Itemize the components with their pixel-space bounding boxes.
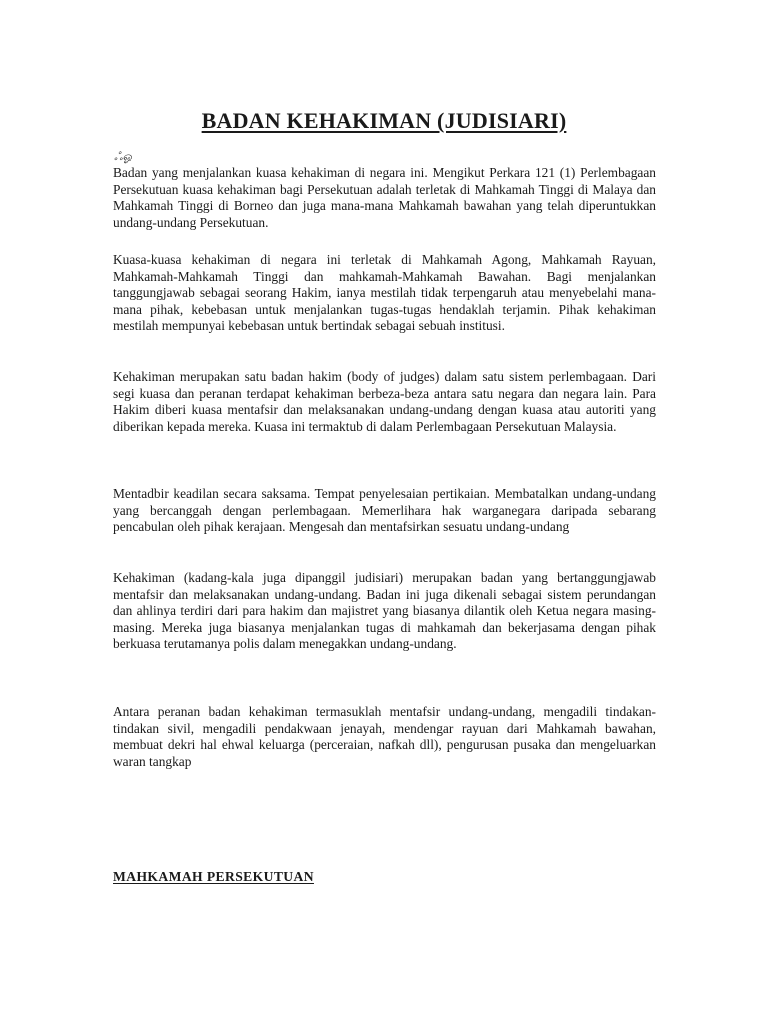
page-title: BADAN KEHAKIMAN (JUDISIARI) [201, 108, 567, 133]
section-heading: MAHKAMAH PERSEKUTUAN [113, 869, 314, 884]
paragraph-5: Kehakiman (kadang-kala juga dipanggil judisiari) merupakan badan yang bertanggungjawab mentafsir dan melaksanakan undang-undang. Badan ini juga dikenali sebagai sistem perundangan dan ahlinya terdiri dari para hakim dan majistret yang biasanya dilantik oleh Ketua negara masing-masing. Mereka juga biasanya menjalankan tugas di mahkamah dan bekerjasama dengan pihak berkuasa terutamanya polis dalam menegakkan undang-undang. [113, 570, 656, 652]
paragraph-4: Mentadbir keadilan secara saksama. Tempat penyelesaian pertikaian. Membatalkan undang-undang yang bercanggah dengan perlembagaan. Memerlihara hak warganegara daripada sebarang pencabulan oleh pihak kerajaan. Mengesah dan mentafsirkan sesuatu undang-undang [113, 486, 656, 535]
paragraph-3: Kehakiman merupakan satu badan hakim (body of judges) dalam satu sistem perlembagaan. Dari segi kuasa dan peranan terdapat kehakiman berbeza-beza antara satu negara dan negara lain. Para Hakim diberi kuasa mentafsir dan melaksanakan undang-undang dengan kuasa atau autoriti yang diberikan kepada mereka. Kuasa ini termaktub di dalam Perlembagaan Persekutuan Malaysia. [113, 369, 656, 434]
paragraph-2: Kuasa-kuasa kehakiman di negara ini terletak di Mahkamah Agong, Mahkamah Rayuan, Mahkamah-Mahkamah Tinggi dan mahkamah-Mahkamah Bawahan. Bagi menjalankan tanggungjawab sebagai seorang Hakim, ianya mestilah tidak terpengaruh atau menyebelahi mana-mana pihak, kebebasan untuk menjalankan tugas-tugas hendaklah terjamin. Pihak kehakiman mestilah mempunyai kebebasan untuk bertindak sebagai sebuah institusi. [113, 252, 656, 334]
paragraph-1: Badan yang menjalankan kuasa kehakiman di negara ini. Mengikut Perkara 121 (1) Perlembagaan Persekutuan kuasa kehakiman bagi Persekutuan adalah terletak di Mahkamah Tinggi di Malaya dan Mahkamah Tinggi di Borneo dan juga mana-mana Mahkamah bawahan yang telah diperuntukkan undang-undang Persekutuan. [113, 165, 656, 230]
paragraph-6: Antara peranan badan kehakiman termasuklah mentafsir undang-undang, mengadili tindakan-tindakan sivil, mengadili pendakwaan jenayah, mendengar rayuan dari Mahkamah bawahan, membuat dekri hal ehwal keluarga (perceraian, nafkah dll), pengurusan pusaka dan mengeluarkan waran tangkap [113, 704, 656, 769]
bullet-marker: ஃஓ [114, 151, 132, 163]
